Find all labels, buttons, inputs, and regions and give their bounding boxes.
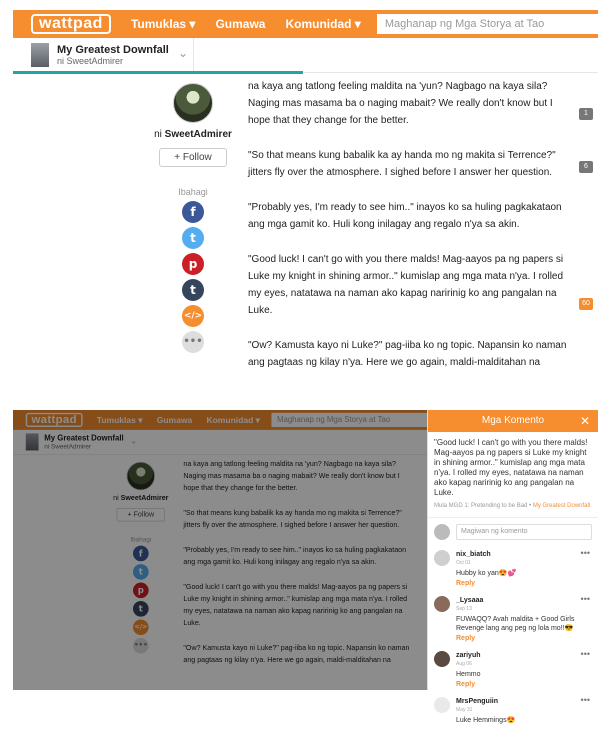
comment-date: May 31 — [456, 707, 473, 713]
comment-item — [428, 693, 598, 729]
search-input[interactable]: Maghanap ng Mga Storya at Tao — [377, 14, 598, 34]
comment-input[interactable]: Magiwan ng komento — [456, 524, 592, 540]
more-options-icon[interactable]: ••• — [580, 649, 590, 659]
paragraph: "So that means kung babalik ka ay handa mo ng makita si Terrence?" jitters fly over the atmosphere. I sighed before I answer her question. — [183, 509, 402, 530]
comment-date: Oct 01 — [456, 560, 471, 566]
reply-link[interactable]: Reply — [456, 681, 476, 688]
paragraph: "Ow? Kamusta kayo ni Luke?" pag-iiba ko ng topic. Napansin ko naman ang pagtaas ng kilay n'ya. Here we go again, maldi-malditahan na — [183, 644, 410, 665]
nav-community[interactable]: Komunidad ▾ — [285, 17, 361, 31]
close-icon[interactable]: ✕ — [579, 414, 590, 428]
twitter-icon[interactable]: t — [182, 227, 204, 249]
share-label: Ibahagi — [130, 535, 152, 543]
comments-panel-header — [428, 410, 598, 432]
comment-text: Hemmo — [456, 671, 481, 678]
commenter-name[interactable]: nix_biatch — [456, 551, 491, 558]
more-options-icon[interactable]: ••• — [580, 594, 590, 604]
more-icon[interactable]: ••• — [133, 638, 149, 654]
embed-icon[interactable]: </> — [133, 619, 149, 635]
commenter-name[interactable]: zariyuh — [456, 652, 481, 659]
embed-icon[interactable]: </> — [182, 305, 204, 327]
tumblr-icon[interactable]: t — [182, 279, 204, 301]
more-icon[interactable]: ••• — [182, 331, 204, 353]
pinterest-icon[interactable]: p — [133, 583, 149, 599]
story-link[interactable]: My Greatest Downfall — [532, 503, 591, 509]
wattpad-logo[interactable]: wattpad — [31, 14, 111, 34]
search-input[interactable]: Maghanap ng Mga Storya at Tao — [271, 413, 428, 427]
story-cover-thumbnail[interactable] — [31, 43, 49, 67]
comment-count-badge[interactable]: 60 — [579, 298, 593, 310]
modal-backdrop[interactable] — [13, 410, 427, 690]
follow-button[interactable]: + Follow — [117, 508, 165, 521]
comments-panel — [427, 410, 598, 724]
paragraph: "Good luck! I can't go with you there malds! Mag-aayos pa ng papers si Luke my knight in shining armor.." kumislap ang mga mata n'ya. I rolled my eyes, natatawa na naman ako kapag naririnig ko ang pangalan na Luke. 60 — [248, 251, 573, 319]
chapter-text — [248, 78, 590, 389]
comment-date: Sep 13 — [456, 606, 472, 612]
commenter-name[interactable]: MrsPenguiin — [456, 698, 499, 705]
quoted-paragraph: "Good luck! I can't go with you there malds! Mag-aayos pa ng papers si Luke my knight in shining armor.." kumislap ang mga mata n'ya. I rolled my eyes, natatawa na naman ako kapag naririnig ko ang pangalan na Luke. Mula MGD 1: Pretending to be Bad • My Greatest Downfall — [428, 432, 598, 518]
comment-text: Hubby ko yan😍💕 — [456, 570, 517, 577]
chevron-down-icon[interactable]: ⌄ — [130, 435, 138, 446]
author-avatar[interactable] — [173, 83, 213, 123]
comments-panel-title: Mga Komento — [481, 415, 545, 426]
nav-discover[interactable]: Tumuklas ▾ — [130, 17, 196, 31]
comment-count-badge[interactable]: 6 — [579, 161, 593, 173]
nav-community[interactable]: Komunidad ▾ — [206, 414, 260, 425]
reply-link[interactable]: Reply — [456, 635, 476, 642]
comment-date: Aug 06 — [456, 661, 472, 667]
comment-item — [428, 647, 598, 693]
author-byline: ni SweetAdmirer — [113, 494, 169, 503]
comment-item — [428, 592, 598, 647]
paragraph: "Probably yes, I'm ready to see him.." inayos ko sa huling pagkakataon ang mga gamit ko. Huli kong inilagay ang regalo n'ya sa akin. — [248, 202, 562, 230]
paragraph: "Probably yes, I'm ready to see him.." inayos ko sa huling pagkakataon ang mga gamit ko. Huli kong inilagay ang regalo n'ya sa akin. — [183, 546, 407, 567]
reading-progress-bar — [13, 71, 303, 74]
story-author: ni SweetAdmirer — [44, 442, 92, 450]
paragraph: na kaya ang tatlong feeling maldita na 'yun? Nagbago na kaya sila? Naging mas masama ba o naging mabait? We really don't know but I hope that they change for the better. 1 — [248, 78, 573, 129]
comment-text: Luke Hemmings😍 — [456, 717, 516, 724]
more-options-icon[interactable]: ••• — [580, 695, 590, 705]
divider — [193, 38, 194, 73]
story-author: ni SweetAdmirer — [57, 56, 124, 66]
reader-view — [13, 10, 598, 388]
comment-text: FUWAQQ? Avah maldita + Good Girls Revenge lang ang peg ng lola mo!!😎 — [456, 616, 575, 632]
paragraph: na kaya ang tatlong feeling maldita na 'yun? Nagbago na kaya sila? Naging mas masama ba o naging mabait? We really don't know but I hope that they change for the better. — [183, 460, 400, 493]
nav-create[interactable]: Gumawa — [215, 17, 266, 31]
more-options-icon[interactable]: ••• — [580, 548, 590, 558]
wattpad-logo[interactable]: wattpad — [26, 413, 83, 427]
avatar[interactable] — [434, 596, 450, 612]
add-comment-row — [428, 518, 598, 546]
story-title[interactable]: My Greatest Downfall — [44, 434, 124, 443]
comment-item — [428, 546, 598, 592]
avatar[interactable] — [434, 651, 450, 667]
avatar[interactable] — [434, 550, 450, 566]
facebook-icon[interactable]: f — [182, 201, 204, 223]
paragraph: "So that means kung babalik ka ay handa mo ng makita si Terrence?" jitters fly over the atmosphere. I sighed before I answer her question. 6 — [248, 147, 573, 181]
top-navbar — [13, 10, 598, 38]
follow-button[interactable]: + Follow — [159, 148, 227, 167]
nav-create[interactable]: Gumawa — [156, 414, 193, 425]
avatar[interactable] — [434, 697, 450, 713]
commenter-name[interactable]: _Lysaaa — [456, 597, 484, 604]
avatar — [434, 524, 450, 540]
nav-discover[interactable]: Tumuklas ▾ — [96, 414, 143, 425]
twitter-icon[interactable]: t — [133, 564, 149, 580]
share-label: Ibahagi — [178, 187, 208, 197]
facebook-icon[interactable]: f — [133, 546, 149, 562]
comment-count-badge[interactable]: 1 — [579, 108, 593, 120]
reader-view-with-comments — [13, 410, 598, 724]
story-title[interactable]: My Greatest Downfall — [57, 44, 169, 56]
paragraph: "Ow? Kamusta kayo ni Luke?" pag-iiba ko ng topic. Napansin ko naman ang pagtaas ng kilay n'ya. Here we go again, maldi-malditahan na — [248, 340, 567, 368]
author-name[interactable]: SweetAdmirer — [164, 129, 232, 140]
story-bar — [13, 38, 598, 73]
tumblr-icon[interactable]: t — [133, 601, 149, 617]
reply-link[interactable]: Reply — [456, 580, 476, 587]
pinterest-icon[interactable]: p — [182, 253, 204, 275]
author-sidebar — [123, 83, 263, 353]
quote-source: Mula MGD 1: Pretending to be Bad • My Greatest Downfall — [434, 503, 591, 509]
chevron-down-icon[interactable]: ⌄ — [178, 46, 189, 60]
paragraph: "Good luck! I can't go with you there malds! Mag-aayos pa ng papers si Luke my knight in shining armor.." kumislap ang mga mata n'ya. I rolled my eyes, natatawa na naman ako kapag naririnig ko ang pangalan na Luke. — [183, 583, 408, 628]
author-byline: ni SweetAdmirer — [154, 129, 232, 140]
